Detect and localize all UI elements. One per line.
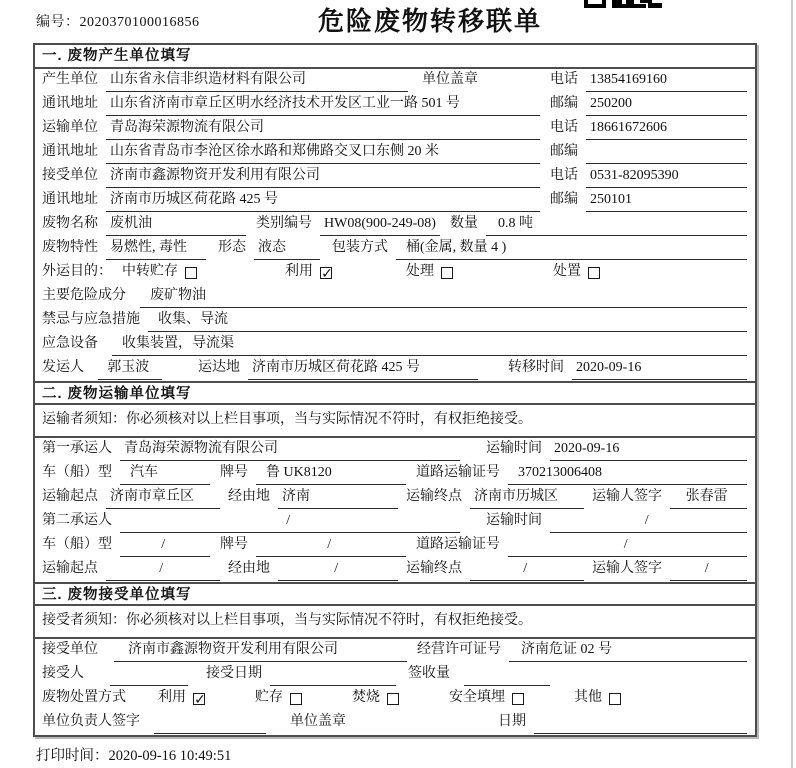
purpose-option-transfer-storage [122, 261, 197, 283]
producer-address-group [42, 93, 550, 116]
start2-value: / [106, 558, 220, 581]
row-receiver [35, 165, 755, 189]
disposal-option-store [255, 687, 302, 709]
first-carrier-value: 青岛海荣源物流有限公司 [120, 438, 460, 461]
purpose-option-dispose-label: 处置 [553, 264, 581, 279]
transport-time1-value: 2020-09-16 [550, 438, 747, 461]
acceptor-label: 接受人 [42, 666, 84, 681]
disposal-method-label: 废物处置方式 [42, 690, 126, 705]
category-label: 类别编号 [256, 216, 312, 231]
row-chief-signature [35, 711, 755, 735]
transport-time2-label: 运输时间 [486, 513, 542, 528]
section1-header: 一. 废物产生单位填写 [35, 45, 755, 69]
producer-field-group [42, 69, 550, 92]
waste-form-value: 液态 [254, 237, 320, 260]
via1-value: 济南 [278, 486, 398, 509]
receiver-value: 济南市鑫源物资开发利用有限公司 [106, 165, 540, 188]
producer-address-label: 通讯地址 [42, 96, 98, 111]
waste-name-value: 废机油 [106, 213, 246, 236]
end2-value: / [470, 558, 584, 581]
road-permit2-label: 道路运输证号 [416, 537, 500, 552]
purpose-option-transfer-storage-label: 中转贮存 [122, 264, 178, 279]
plate1-value: 鲁 UK8120 [256, 462, 406, 485]
via1-label: 经由地 [228, 489, 270, 504]
disposal-store-checkbox [290, 693, 302, 705]
disposal-option-other-label: 其他 [574, 690, 602, 705]
end1-value: 济南市历城区 [470, 486, 584, 509]
purpose-option-treat-label: 处理 [406, 264, 434, 279]
disposal-other-checkbox [609, 693, 621, 705]
disposal-option-secure-landfill-label: 安全填埋 [449, 690, 505, 705]
row-accept-unit [35, 639, 755, 663]
receiver-notice: 接受者须知：你必须核对以上栏目事项，当与实际情况不符时，有权拒绝接受。 [35, 606, 755, 639]
shipper-label: 发运人 [42, 360, 84, 375]
carrier-sign2-value: / [670, 558, 747, 581]
print-time-label: 打印时间： [36, 748, 109, 764]
producer-value: 山东省永信非织造材料有限公司 [106, 69, 408, 92]
destination-value: 济南市历城区荷花路 425 号 [248, 357, 478, 380]
purpose-option-dispose [553, 261, 600, 283]
row-acceptor [35, 663, 755, 687]
disposal-option-utilize [158, 687, 205, 709]
transporter-zip-value [586, 141, 747, 164]
transport-time1-label: 运输时间 [486, 441, 542, 456]
accept-unit-label: 接受单位 [42, 642, 98, 657]
purpose-transfer-storage-checkbox [185, 267, 197, 279]
destination-label: 运达地 [198, 360, 240, 375]
waste-form-label: 形态 [218, 240, 246, 255]
purpose-dispose-checkbox [588, 267, 600, 279]
carrier-sign1-value: 张春雷 [670, 486, 747, 509]
second-carrier-value: / [120, 510, 460, 533]
chief-signature-label: 单位负责人签字 [42, 714, 140, 729]
disposal-option-other [574, 687, 621, 709]
row-first-carrier [35, 438, 755, 462]
road-permit1-value: 370213006408 [508, 462, 747, 485]
plate1-label: 牌号 [220, 465, 248, 480]
row-route2 [35, 558, 755, 582]
disposal-option-incinerate [352, 687, 399, 709]
receiver-address-label: 通讯地址 [42, 192, 98, 207]
start1-value: 济南市章丘区 [106, 486, 220, 509]
transfer-purpose-label: 外运目的： [42, 264, 112, 279]
receiver-group [42, 165, 550, 188]
row-waste-name [35, 213, 755, 237]
vehicle-type1-value: 汽车 [120, 462, 210, 485]
receiver-zip-label: 邮编 [550, 192, 578, 207]
transporter-zip-label: 邮编 [550, 144, 578, 159]
receiver-address-value: 济南市历城区荷花路 425 号 [106, 189, 540, 212]
emergency-equipment-value: 收集装置，导流渠 [112, 333, 747, 356]
row-shipper [35, 357, 755, 381]
transporter-notice: 运输者须知：你必须核对以上栏目事项，当与实际情况不符时，有权拒绝接受。 [35, 405, 755, 438]
row-receiver-address [35, 189, 755, 213]
license-label: 经营许可证号 [417, 642, 501, 657]
second-carrier-label: 第二承运人 [42, 513, 112, 528]
row-vehicle1 [35, 462, 755, 486]
chief-signature-value [154, 711, 266, 734]
section2-header: 二. 废物运输单位填写 [35, 381, 755, 405]
print-time [36, 744, 231, 765]
carrier-sign2-label: 运输人签字 [592, 561, 662, 576]
unit-seal-label: 单位盖章 [422, 72, 478, 87]
start1-label: 运输起点 [42, 489, 98, 504]
acceptor-value [110, 663, 188, 686]
receiver-phone-value: 0531-82095390 [586, 165, 747, 188]
manifest-table [33, 43, 757, 737]
purpose-option-treat [406, 261, 453, 283]
packing-label: 包装方式 [332, 240, 388, 255]
row-producer [35, 69, 755, 93]
disposal-utilize-checkbox [193, 693, 205, 705]
unit-seal2-label: 单位盖章 [290, 714, 346, 729]
row-disposal-method [35, 687, 755, 711]
row-transporter [35, 117, 755, 141]
waste-traits-value: 易燃性, 毒性 [106, 237, 206, 260]
start2-label: 运输起点 [42, 561, 98, 576]
receiver-zip-value: 250101 [586, 189, 747, 212]
page-edge-divider [791, 0, 793, 768]
producer-phone-value: 13854169160 [586, 69, 747, 92]
disposal-option-utilize-label: 利用 [158, 690, 186, 705]
taboo-measures-value: 收集、导流 [148, 309, 747, 332]
license-value: 济南危证 02 号 [509, 639, 747, 662]
receiver-label: 接受单位 [42, 168, 98, 183]
quantity-label: 数量 [450, 216, 478, 231]
category-value: HW08(900-249-08) [320, 213, 440, 236]
plate2-label: 牌号 [220, 537, 248, 552]
row-waste-traits [35, 237, 755, 261]
producer-zip-label: 邮编 [550, 96, 578, 111]
end1-label: 运输终点 [406, 489, 462, 504]
disposal-incinerate-checkbox [387, 693, 399, 705]
shipper-value: 郭玉波 [98, 357, 162, 380]
row-emergency-equipment [35, 333, 755, 357]
doc-number-value: 2020370100016856 [79, 15, 200, 30]
disposal-secure-landfill-checkbox [512, 693, 524, 705]
first-carrier-label: 第一承运人 [42, 441, 112, 456]
transport-time2-value: / [550, 510, 747, 533]
row-second-carrier [35, 510, 755, 534]
producer-phone-label: 电话 [550, 72, 578, 87]
disposal-option-incinerate-label: 焚烧 [352, 690, 380, 705]
vehicle-type1-label: 车（船）型 [42, 465, 112, 480]
sign-qty-value [464, 663, 550, 686]
hazard-component-label: 主要危险成分 [42, 288, 126, 303]
date-label: 日期 [498, 714, 526, 729]
section3-header: 三. 废物接受单位填写 [35, 582, 755, 606]
transfer-time-value: 2020-09-16 [572, 357, 747, 380]
disposal-option-store-label: 贮存 [255, 690, 283, 705]
waste-traits-label: 废物特性 [42, 240, 98, 255]
transporter-group [42, 117, 550, 140]
purpose-option-utilize-label: 利用 [285, 264, 313, 279]
transporter-address-group [42, 141, 550, 164]
taboo-measures-label: 禁忌与应急措施 [42, 312, 140, 327]
road-permit2-value: / [508, 534, 747, 557]
print-time-value: 2020-09-16 10:49:51 [108, 748, 232, 764]
row-route1 [35, 486, 755, 510]
purpose-treat-checkbox [441, 267, 453, 279]
transporter-phone-value: 18661672606 [586, 117, 747, 140]
transporter-label: 运输单位 [42, 120, 98, 135]
accept-date-value [270, 663, 396, 686]
packing-value: 桶(金属, 数量 4 ) [396, 237, 747, 260]
purpose-utilize-checkbox [320, 267, 332, 279]
transfer-time-label: 转移时间 [508, 360, 564, 375]
via2-label: 经由地 [228, 561, 270, 576]
producer-label: 产生单位 [42, 72, 98, 87]
disposal-option-secure-landfill [449, 687, 524, 709]
accept-date-label: 接受日期 [206, 666, 262, 681]
waste-name-label: 废物名称 [42, 216, 98, 231]
row-vehicle2 [35, 534, 755, 558]
purpose-option-utilize [285, 261, 332, 283]
end2-label: 运输终点 [406, 561, 462, 576]
vehicle-type2-value: / [120, 534, 210, 557]
emergency-equipment-label: 应急设备 [42, 336, 98, 351]
transporter-address-label: 通讯地址 [42, 144, 98, 159]
carrier-sign1-label: 运输人签字 [592, 489, 662, 504]
page-title: 危险废物转移联单 [317, 6, 542, 36]
plate2-value: / [256, 534, 406, 557]
row-taboo-measures [35, 309, 755, 333]
transporter-value: 青岛海荣源物流有限公司 [106, 117, 540, 140]
sign-qty-label: 签收量 [408, 666, 450, 681]
row-producer-address [35, 93, 755, 117]
doc-number-label: 编号： [36, 15, 80, 30]
row-transfer-purpose [35, 261, 755, 285]
receiver-phone-label: 电话 [550, 168, 578, 183]
receiver-address-group [42, 189, 550, 212]
transporter-phone-label: 电话 [550, 120, 578, 135]
accept-unit-value: 济南市鑫源物资开发利用有限公司 [114, 639, 407, 662]
transporter-address-value: 山东省青岛市李沧区徐水路和郑佛路交叉口东侧 20 米 [106, 141, 540, 164]
producer-address-value: 山东省济南市章丘区明水经济技术开发区工业一路 501 号 [106, 93, 540, 116]
road-permit1-label: 道路运输证号 [416, 465, 500, 480]
quantity-value: 0.8 吨 [486, 213, 747, 236]
row-transporter-address [35, 141, 755, 165]
hazard-component-value: 废矿物油 [140, 285, 747, 308]
date-value [534, 711, 747, 734]
vehicle-type2-label: 车（船）型 [42, 537, 112, 552]
row-hazard-component [35, 285, 755, 309]
via2-value: / [278, 558, 398, 581]
producer-zip-value: 250200 [586, 93, 747, 116]
